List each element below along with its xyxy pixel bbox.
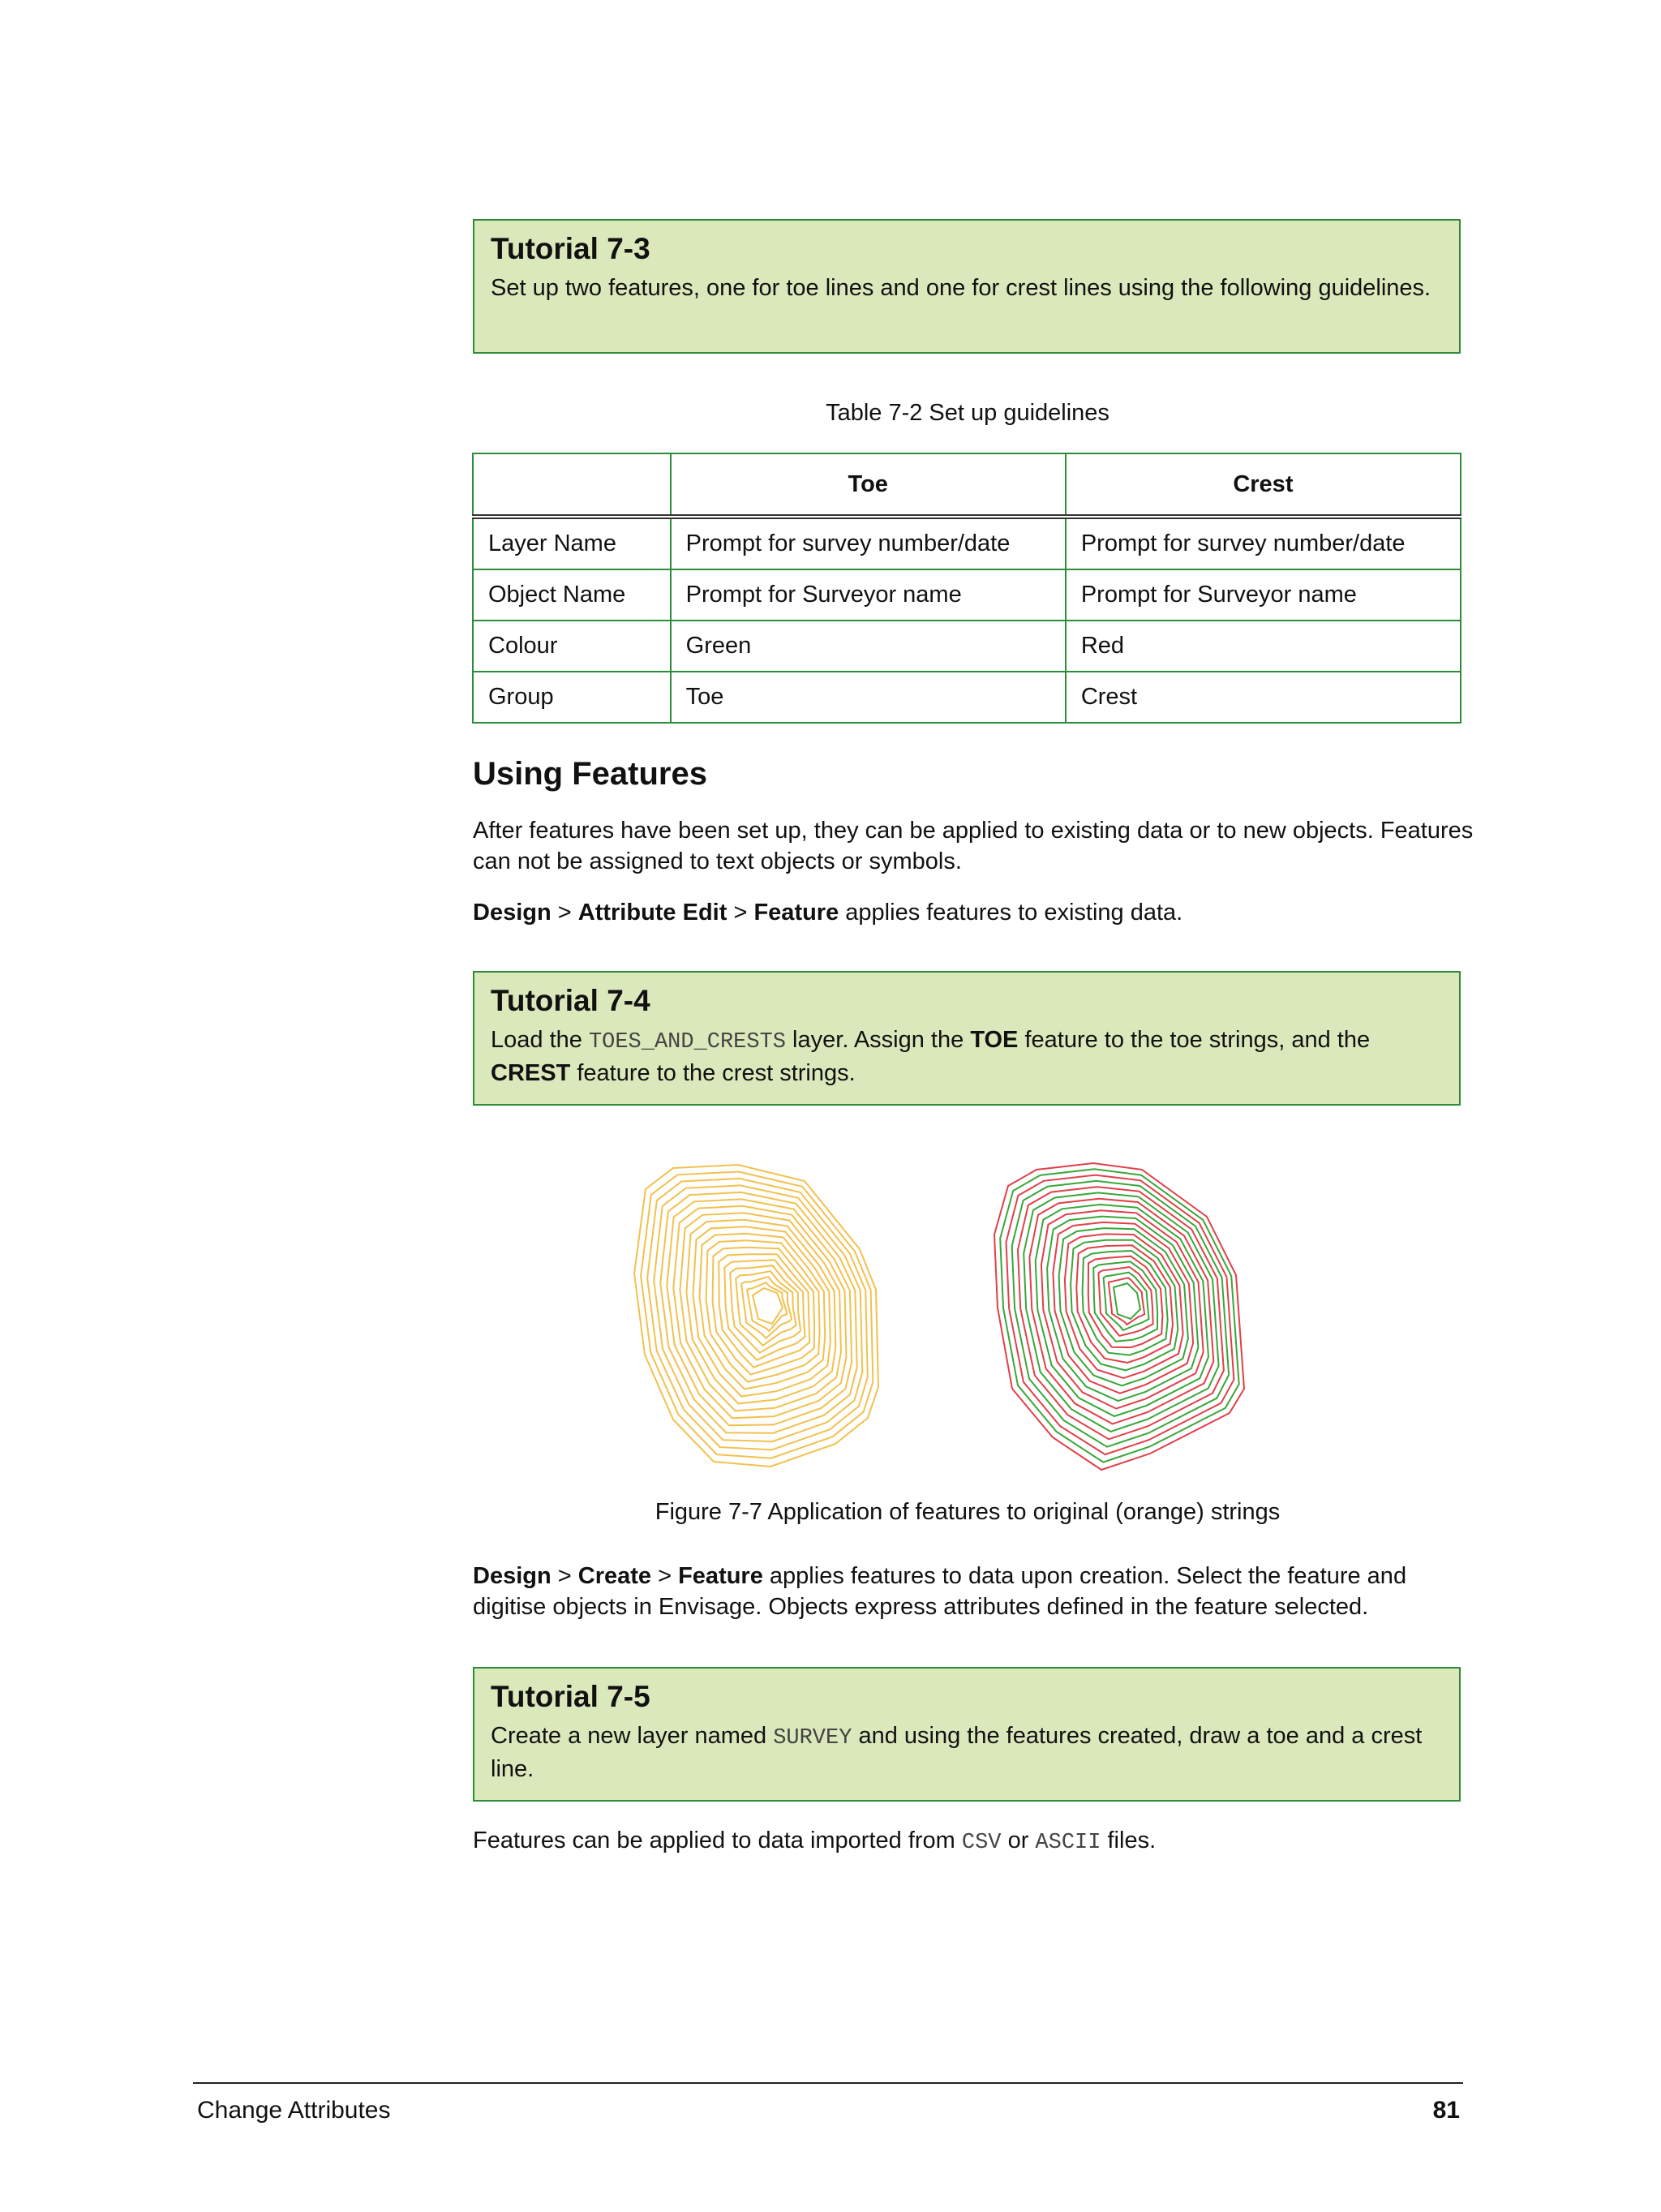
table-header-row	[473, 453, 1461, 517]
menu-separator: >	[727, 900, 754, 926]
tutorial-text: and using the features created, draw a toe and a crest line.	[491, 1723, 1423, 1782]
menu-attribute-edit: Attribute Edit	[577, 900, 727, 926]
footer-rule	[193, 2082, 1463, 2084]
menu-separator: >	[551, 900, 578, 926]
menu-separator: >	[651, 1563, 679, 1589]
tutorial-body	[491, 1024, 1443, 1089]
layer-code: SURVEY	[773, 1726, 852, 1750]
menu-feature: Feature	[753, 900, 839, 926]
tutorial-text: Create a new layer named	[491, 1723, 774, 1749]
table-cell: Prompt for survey number/date	[1066, 517, 1461, 569]
tutorial-body	[491, 1720, 1443, 1785]
orange-contours	[634, 1165, 878, 1467]
feature-contour-line	[1036, 1205, 1208, 1416]
table-cell: Prompt for survey number/date	[671, 517, 1066, 569]
guidelines-table	[472, 453, 1461, 724]
ascii-code: ASCII	[1035, 1831, 1101, 1855]
table-row	[473, 517, 1461, 569]
table-cell: Toe	[671, 672, 1066, 723]
tutorial-title: Tutorial 7-3	[491, 232, 650, 265]
intro-paragraph: After features have been set up, they can be applied to existing data or to new objects. Features can not be assigned to text objects or symbols.	[473, 818, 1474, 874]
table-cell: Group	[473, 672, 671, 723]
menu-feature: Feature	[678, 1563, 763, 1589]
table-cell: Red	[1066, 621, 1461, 672]
feature-contour-line	[1076, 1245, 1173, 1363]
table-cell: Layer Name	[473, 517, 671, 569]
tutorial-text: Load the	[491, 1027, 589, 1053]
paragraph-text: or	[1001, 1828, 1036, 1853]
tutorial-7-5-box	[473, 1667, 1461, 1802]
tutorial-text: layer. Assign the	[786, 1027, 971, 1053]
feature-contour-line	[1047, 1217, 1198, 1402]
menu-design: Design	[473, 1563, 552, 1589]
table-cell: Green	[671, 621, 1066, 672]
feature-contour-line	[994, 1163, 1244, 1470]
paragraph-text: applies features to existing data.	[839, 900, 1183, 926]
design-edit-paragraph	[473, 897, 1479, 928]
tutorial-title: Tutorial 7-5	[491, 1680, 650, 1713]
design-create-paragraph	[473, 1561, 1470, 1622]
page-number: 81	[1432, 2097, 1460, 2124]
paragraph-text: applies features to data upon creation. Select the feature and digitise objects in Envisage. Objects express attributes defined in the feature selected.	[473, 1563, 1407, 1620]
table-caption: Table 7-2 Set up guidelines	[826, 400, 1109, 426]
feature-contour-line	[1098, 1267, 1152, 1336]
menu-separator: >	[551, 1563, 578, 1589]
tutorial-7-3-box	[473, 219, 1461, 354]
table-cell: Colour	[473, 621, 671, 672]
feature-contour-line	[1114, 1283, 1140, 1319]
table-header-cell: Toe	[671, 453, 1066, 517]
table-row	[473, 672, 1461, 723]
tutorial-text: feature to the crest strings.	[570, 1060, 856, 1086]
green-red-contours	[994, 1163, 1244, 1470]
orange-contour-line	[654, 1185, 862, 1441]
menu-create: Create	[577, 1563, 652, 1589]
table-cell: Prompt for Surveyor name	[1066, 569, 1461, 621]
table-header-cell: Crest	[1066, 453, 1461, 517]
section-heading: Using Features	[473, 756, 707, 792]
footer-chapter: Change Attributes	[197, 2097, 391, 2124]
tutorial-text: feature to the toe strings, and the	[1018, 1027, 1371, 1053]
table-header-cell	[473, 453, 671, 517]
paragraph-text: Features can be applied to data imported from	[473, 1828, 962, 1853]
paragraph-text: files.	[1101, 1828, 1157, 1853]
table-row	[473, 621, 1461, 672]
table-cell: Prompt for Surveyor name	[671, 569, 1066, 621]
figure-caption: Figure 7-7 Application of features to original (orange) strings	[655, 1499, 1281, 1525]
table-row	[473, 569, 1461, 621]
crest-label: CREST	[491, 1060, 571, 1086]
tutorial-7-4-box	[473, 971, 1461, 1106]
orange-contour-line	[753, 1288, 783, 1324]
tutorial-title: Tutorial 7-4	[491, 984, 650, 1017]
csv-code: CSV	[961, 1831, 1002, 1855]
features-figure	[624, 1160, 1322, 1484]
toe-label: TOE	[970, 1027, 1019, 1053]
layer-code: TOES_AND_CRESTS	[588, 1030, 786, 1054]
closing-paragraph	[473, 1825, 1479, 1858]
table-cell: Object Name	[473, 569, 671, 621]
table-cell: Crest	[1066, 672, 1461, 723]
menu-design: Design	[473, 900, 552, 926]
tutorial-body: Set up two features, one for toe lines and one for crest lines using the following guidelines.	[491, 275, 1431, 301]
